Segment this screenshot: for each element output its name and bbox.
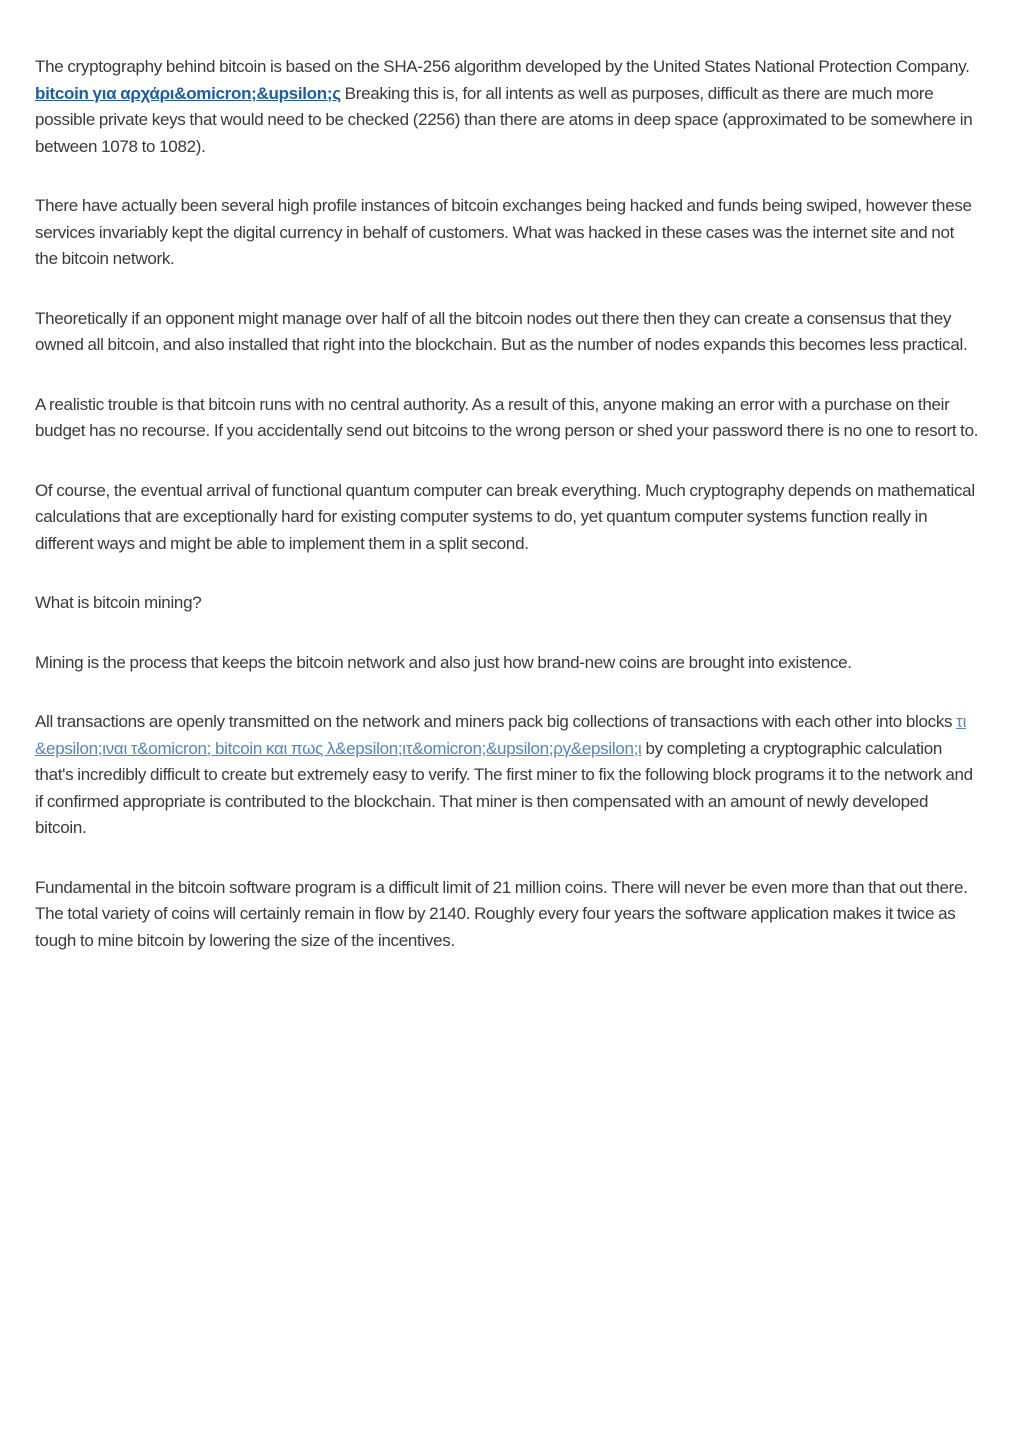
paragraph-exchanges-hacked: There have actually been several high profile instances of bitcoin exchanges being hacked and funds being swiped, however these services invariably kept the digital currency in behalf of customers. What was hacked in these cases was the internet site and not the bitcoin network. — [35, 196, 972, 268]
link-bitcoin-for-beginners[interactable]: bitcoin για αρχάρι&omicron;&upsilon;ς — [35, 83, 341, 103]
link-what-is-bitcoin[interactable]: τι &epsilon;ιναι τ&omicron; bitcoin και πως λ&epsilon;ιτ&omicron;&upsilon;ργ&epsilon;ι — [35, 712, 967, 758]
paragraph-mining-definition: Mining is the process that keeps the bitcoin network and also just how brand-new coins are brought into existence. — [35, 652, 852, 672]
paragraph-quantum-computers: Of course, the eventual arrival of functional quantum computer can break everything. Much cryptography depends on mathematical calculations that are exceptionally hard for existing computer systems to do, yet quantum computer systems function really in different ways and might be able to implement them in a split second. — [35, 480, 975, 553]
paragraph-text: Breaking this is, for all intents as well as purposes, difficult as there are much more possible private keys that would need to be checked (2256) than there are atoms in deep space (approximated to be somewhere in between 1078 to 1082). — [35, 83, 973, 156]
paragraph-coin-limit: Fundamental in the bitcoin software program is a difficult limit of 21 million coins. There will never be even more than that out there. The total variety of coins will certainly remain in flow by 2140. Roughly every four years the software application makes it twice as tough to mine bitcoin by lowering the size of the incentives. — [35, 877, 968, 950]
paragraph-crypto-sha256 — [35, 54, 980, 160]
paragraph-text: The cryptography behind bitcoin is based on the SHA-256 algorithm developed by the United States National Protection Company. — [35, 57, 970, 76]
document-body — [35, 54, 984, 954]
paragraph-text: by completing a cryptographic calculation that's incredibly difficult to create but extremely easy to verify. The first miner to fix the following block programs it to the network and if confirmed appropriate is contributed to the blockchain. That miner is then compensated with an amount of newly developed bitcoin. — [35, 738, 973, 837]
paragraph-transactions-blocks — [35, 709, 980, 842]
paragraph-no-central-authority: A realistic trouble is that bitcoin runs with no central authority. As a result of this, anyone making an error with a purchase on their budget has no recourse. If you accidentally send out bitcoins to the wrong person or shed your password there is no one to resort to. — [35, 394, 979, 440]
section-heading-mining: What is bitcoin mining? — [35, 593, 202, 612]
paragraph-majority-attack: Theoretically if an opponent might manage over half of all the bitcoin nodes out there then they can create a consensus that they owned all bitcoin, and also installed that right into the blockchain. But as the number of nodes expands this becomes less practical. — [35, 308, 968, 354]
paragraph-text: All transactions are openly transmitted on the network and miners pack big collections of transactions with each other into blocks — [35, 712, 957, 731]
